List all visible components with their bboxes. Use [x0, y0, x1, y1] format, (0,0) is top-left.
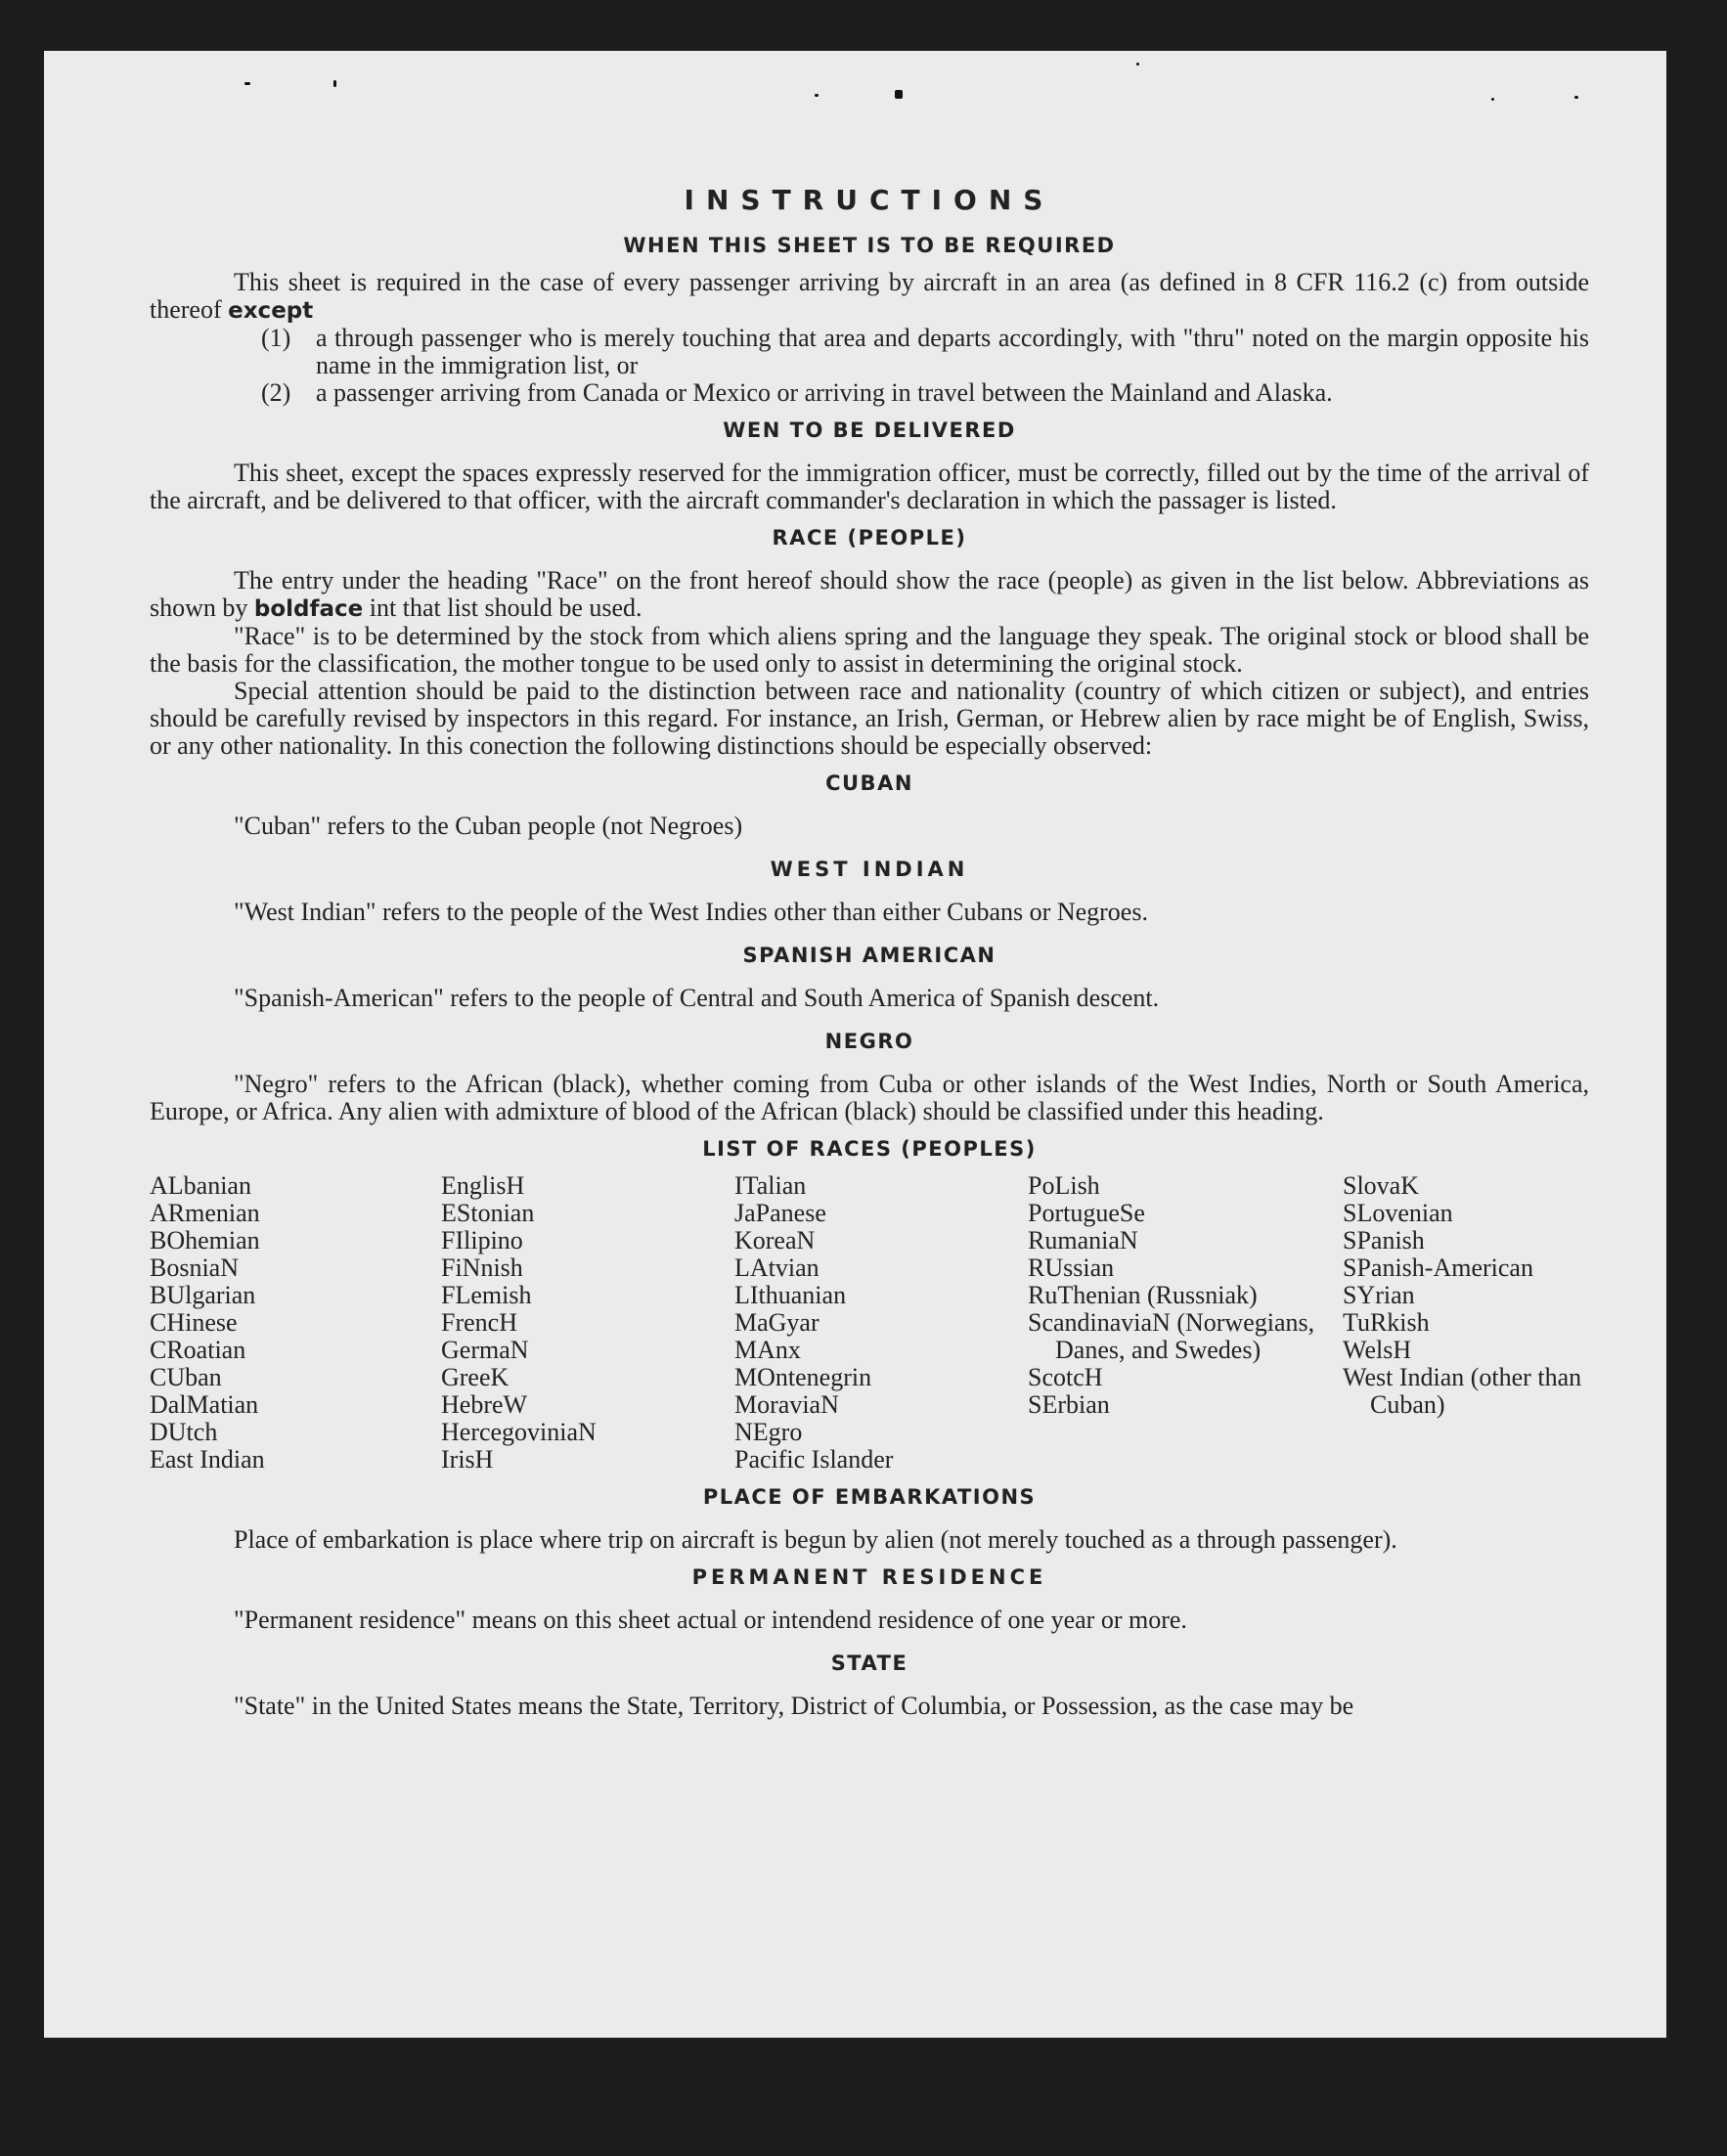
section-heading-west-indian: WEST INDIAN: [770, 858, 969, 881]
scan-speck: [1574, 96, 1578, 99]
race-entry: GreeK: [441, 1363, 509, 1391]
races-list: [150, 1172, 1589, 1474]
document-page: [44, 51, 1666, 2038]
scan-speck: [1491, 98, 1494, 101]
cuban-paragraph: "Cuban" refers to the Cuban people (not Negroes): [234, 812, 743, 840]
race-entry: FLemish: [441, 1281, 532, 1309]
race-entry: HebreW: [441, 1390, 528, 1419]
race-entry: West Indian (other than Cuban): [1343, 1363, 1582, 1419]
negro-paragraph: "Negro" refers to the African (black), whether coming from Cuba or other islands of the West Indies, North or South America, Europe, or Africa. Any alien with admixture of blood of the African (black) should be classified under this heading.: [150, 1070, 1589, 1125]
race-entry: East Indian: [150, 1445, 265, 1474]
race-entry: ALbanian: [150, 1171, 251, 1200]
race-entry: SLovenian: [1343, 1199, 1453, 1227]
race-entry: KoreaN: [734, 1226, 816, 1254]
required-exception-item: [150, 379, 1589, 407]
races-column: [1028, 1172, 1343, 1474]
required-paragraph: This sheet is required in the case of every passenger arriving by aircraft in an area (as defined in 8 CFR 116.2 (c) from outside thereof except: [150, 268, 1589, 324]
race-entry: JaPanese: [734, 1199, 826, 1227]
race-entry: SlovaK: [1343, 1171, 1419, 1200]
race-entry: DalMatian: [150, 1390, 259, 1419]
race-paragraph-1: The entry under the heading "Race" on the front hereof should show the race (people) as given in the list below. Abbreviations as shown by boldface int that list should be used.: [150, 566, 1589, 622]
race-entry: LAtvian: [734, 1254, 819, 1282]
scan-speck: [895, 90, 903, 99]
race-paragraph-3: Special attention should be paid to the distinction between race and nationality (country of which citizen or subject), and entries should be carefully revised by inspectors in this regard. For instance, an Irish, German, or Hebrew alien by race might be of English, Swiss, or any other nationality. In this conection the following distinctions should be especially observed:: [150, 677, 1589, 760]
delivered-paragraph: This sheet, except the spaces expressly reserved for the immigration officer, must be correctly, filled out by the time of the arrival of the aircraft, and be delivered to that officer, with the aircraft commander's declaration in which the passager is listed.: [150, 459, 1589, 514]
spanish-american-paragraph: "Spanish-American" refers to the people of Central and South America of Spanish descent.: [234, 984, 1160, 1012]
section-heading-spanish-american: SPANISH AMERICAN: [742, 944, 996, 967]
race-entry: EnglisH: [441, 1171, 525, 1200]
race-entry: PoLish: [1028, 1171, 1100, 1200]
item-number: (1): [261, 324, 291, 352]
instructions-content: [150, 183, 1589, 1720]
race-entry: SPanish-American: [1343, 1254, 1533, 1282]
section-heading-cuban: CUBAN: [825, 771, 913, 795]
west-indian-paragraph: "West Indian" refers to the people of the West Indies other than either Cubans or Negroes.: [234, 898, 1148, 926]
race-entry: CRoatian: [150, 1336, 246, 1364]
race-entry: HercegoviniaN: [441, 1418, 597, 1446]
races-column: [1343, 1172, 1589, 1474]
page-title: INSTRUCTIONS: [684, 184, 1055, 216]
race-entry: LIthuanian: [734, 1281, 847, 1309]
race-entry: RumaniaN: [1028, 1226, 1138, 1254]
boldface-bold-word: boldface: [253, 596, 364, 622]
race-entry: ITalian: [734, 1171, 807, 1200]
race-entry: EStonian: [441, 1199, 535, 1227]
race-entry: CUban: [150, 1363, 222, 1391]
section-heading-required: WHEN THIS SHEET IS TO BE REQUIRED: [623, 234, 1116, 257]
race-entry: IrisH: [441, 1445, 494, 1474]
race-entry: FIlipino: [441, 1226, 523, 1254]
race-entry: ScotcH: [1028, 1363, 1103, 1391]
race-entry: BosniaN: [150, 1254, 239, 1282]
scan-speck: [1136, 63, 1139, 66]
race-entry: WelsH: [1343, 1336, 1412, 1364]
item-text: a passenger arriving from Canada or Mexico or arriving in travel between the Mainland and Alaska.: [316, 378, 1333, 407]
race-entry: BUlgarian: [150, 1281, 256, 1309]
scan-speck: [815, 94, 819, 97]
races-column: [734, 1172, 1028, 1474]
race-entry: PortugueSe: [1028, 1199, 1145, 1227]
race-entry: RuThenian (Russniak): [1028, 1281, 1258, 1309]
race-entry: FrencH: [441, 1308, 517, 1337]
race-entry: MaGyar: [734, 1308, 819, 1337]
race-paragraph-2: "Race" is to be determined by the stock from which aliens spring and the language they speak. The original stock or blood shall be the basis for the classification, the mother tongue to be used only to assist in determining the original stock.: [150, 622, 1589, 678]
race-entry: CHinese: [150, 1308, 238, 1337]
scan-speck: [333, 80, 336, 87]
section-heading-list-of-races: LIST OF RACES (PEOPLES): [702, 1137, 1037, 1161]
item-number: (2): [261, 378, 291, 407]
race-entry: ScandinaviaN (Norwegians, Danes, and Swedes): [1028, 1308, 1315, 1364]
except-bold-word: except: [228, 298, 314, 324]
race-entry: Pacific Islander: [734, 1445, 894, 1474]
required-exception-item: [150, 325, 1589, 379]
section-heading-negro: NEGRO: [824, 1030, 914, 1053]
race-entry: MoraviaN: [734, 1390, 839, 1419]
section-heading-delivered: WEN TO BE DELIVERED: [723, 418, 1016, 442]
race-entry: SErbian: [1028, 1390, 1110, 1419]
race-entry: SPanish: [1343, 1226, 1425, 1254]
state-paragraph: "State" in the United States means the State, Territory, District of Columbia, or Possession, as the case may be: [234, 1692, 1354, 1720]
race-entry: SYrian: [1343, 1281, 1415, 1309]
races-column: [441, 1172, 734, 1474]
item-text: a through passenger who is merely touching that area and departs accordingly, with "thru" noted on the margin opposite his name in the immigration list, or: [316, 324, 1589, 379]
races-column: [150, 1172, 441, 1474]
residence-paragraph: "Permanent residence" means on this sheet actual or intendend residence of one year or more.: [234, 1606, 1187, 1634]
race-entry: MAnx: [734, 1336, 801, 1364]
race-entry: FiNnish: [441, 1254, 523, 1282]
race-entry: MOntenegrin: [734, 1363, 872, 1391]
race-entry: NEgro: [734, 1418, 803, 1446]
section-heading-embarkation: PLACE OF EMBARKATIONS: [702, 1485, 1037, 1509]
embarkation-paragraph: Place of embarkation is place where trip on aircraft is begun by alien (not merely touched as a through passenger).: [234, 1525, 1397, 1554]
race-entry: ARmenian: [150, 1199, 260, 1227]
race-entry: RUssian: [1028, 1254, 1115, 1282]
section-heading-residence: PERMANENT RESIDENCE: [691, 1565, 1047, 1589]
race-entry: TuRkish: [1343, 1308, 1430, 1337]
scan-speck: [244, 82, 250, 85]
race-entry: BOhemian: [150, 1226, 260, 1254]
race-entry: DUtch: [150, 1418, 218, 1446]
race-entry: GermaN: [441, 1336, 529, 1364]
section-heading-race: RACE (PEOPLE): [772, 526, 967, 550]
section-heading-state: STATE: [830, 1651, 908, 1675]
